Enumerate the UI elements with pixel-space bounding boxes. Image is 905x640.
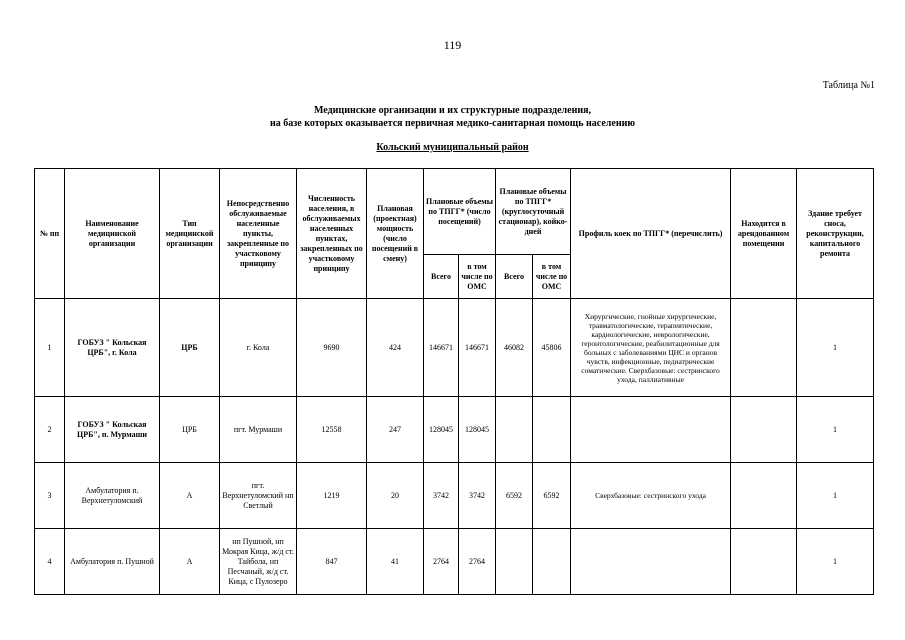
row-settlements: пгт. Мурмаши bbox=[220, 397, 297, 463]
row-visits-oms: 3742 bbox=[459, 463, 496, 529]
row-rented bbox=[731, 299, 797, 397]
col-capacity-header: Плановая (проектная) мощность (число посещений в смену) bbox=[367, 169, 424, 299]
title-line-1: Медицинские организации и их структурные подразделения, bbox=[314, 105, 591, 116]
row-type: ЦРБ bbox=[160, 397, 220, 463]
row-type: А bbox=[160, 529, 220, 595]
col-beds-total-header: Всего bbox=[496, 255, 533, 299]
row-type: ЦРБ bbox=[160, 299, 220, 397]
row-demolition: 1 bbox=[797, 463, 874, 529]
row-visits-total: 128045 bbox=[424, 397, 459, 463]
row-visits-oms: 128045 bbox=[459, 397, 496, 463]
row-beds-oms bbox=[533, 529, 571, 595]
row-num: 2 bbox=[35, 397, 65, 463]
col-demolition-header: Здание требует сноса, реконструкции, капитального ремонта bbox=[797, 169, 874, 299]
col-beds-oms-header: в том числе по ОМС bbox=[533, 255, 571, 299]
row-visits-total: 3742 bbox=[424, 463, 459, 529]
organizations-table bbox=[34, 168, 874, 595]
row-settlements: пгт. Верхнетуломский нп Светлый bbox=[220, 463, 297, 529]
row-beds-oms bbox=[533, 397, 571, 463]
row-settlements: нп Пушной, нп Мокрая Кица, ж/д ст. Тайбола, нп Песчаный, ж/д ст. Кица, с Пулозеро bbox=[220, 529, 297, 595]
row-beds-oms: 6592 bbox=[533, 463, 571, 529]
row-rented bbox=[731, 529, 797, 595]
document-title bbox=[0, 104, 905, 130]
page-number: 119 bbox=[443, 38, 462, 52]
col-settlements-header: Непосредственно обслуживаемые населенные пункты, закрепленные по участковому принципу bbox=[220, 169, 297, 299]
row-beds-total: 6592 bbox=[496, 463, 533, 529]
row-beds-oms: 45806 bbox=[533, 299, 571, 397]
row-name: ГОБУЗ " Кольская ЦРБ", г. Кола bbox=[65, 299, 160, 397]
row-beds-total bbox=[496, 529, 533, 595]
col-visits-group-header: Плановые объемы по ТПГГ* (число посещений) bbox=[424, 169, 496, 255]
row-population: 9690 bbox=[297, 299, 367, 397]
row-beds-total bbox=[496, 397, 533, 463]
row-profile: Хирургические, гнойные хирургические, травматологические, терапевтические, кардиологические, неврологические, геронтологические, реабилитационные для больных с заболеваниями ЦНС и органов чувств, инфекционные, педиатрические соматические. Сверхбазовые: сестринского ухода, паллиативные bbox=[571, 299, 731, 397]
row-capacity: 41 bbox=[367, 529, 424, 595]
col-type-header: Тип медицинской организации bbox=[160, 169, 220, 299]
row-capacity: 424 bbox=[367, 299, 424, 397]
row-rented bbox=[731, 463, 797, 529]
row-population: 1219 bbox=[297, 463, 367, 529]
row-population: 12558 bbox=[297, 397, 367, 463]
row-visits-oms: 146671 bbox=[459, 299, 496, 397]
col-visits-total-header: Всего bbox=[424, 255, 459, 299]
row-name: ГОБУЗ " Кольская ЦРБ", п. Мурмаши bbox=[65, 397, 160, 463]
col-num-header: № пп bbox=[35, 169, 65, 299]
row-name: Амбулатория п. Верхнетуломский bbox=[65, 463, 160, 529]
row-demolition: 1 bbox=[797, 397, 874, 463]
row-rented bbox=[731, 397, 797, 463]
table-row bbox=[35, 463, 874, 529]
row-type: А bbox=[160, 463, 220, 529]
col-beds-group-header: Плановые объемы по ТПГГ* (круглосуточный стационар), койко-дней bbox=[496, 169, 571, 255]
row-num: 1 bbox=[35, 299, 65, 397]
col-population-header: Численность населения, в обслуживаемых населенных пунктах, закрепленных по участковому принципу bbox=[297, 169, 367, 299]
row-visits-total: 146671 bbox=[424, 299, 459, 397]
row-profile bbox=[571, 529, 731, 595]
row-visits-total: 2764 bbox=[424, 529, 459, 595]
row-num: 3 bbox=[35, 463, 65, 529]
col-visits-oms-header: в том числе по ОМС bbox=[459, 255, 496, 299]
col-name-header: Наименование медицинской организации bbox=[65, 169, 160, 299]
row-profile bbox=[571, 397, 731, 463]
row-beds-total: 46082 bbox=[496, 299, 533, 397]
row-profile: Сверхбазовые: сестринского ухода bbox=[571, 463, 731, 529]
row-name: Амбулатория п. Пушной bbox=[65, 529, 160, 595]
title-line-2: на базе которых оказывается первичная медико-санитарная помощь населению bbox=[270, 118, 635, 129]
row-population: 847 bbox=[297, 529, 367, 595]
row-settlements: г. Кола bbox=[220, 299, 297, 397]
col-rented-header: Находится в арендованном помещении bbox=[731, 169, 797, 299]
district-heading: Кольский муниципальный район bbox=[376, 142, 529, 153]
table-label: Таблица №1 bbox=[822, 80, 875, 91]
table-row bbox=[35, 397, 874, 463]
row-capacity: 20 bbox=[367, 463, 424, 529]
row-num: 4 bbox=[35, 529, 65, 595]
col-profile-header: Профиль коек по ТПГГ* (перечислить) bbox=[571, 169, 731, 299]
row-demolition: 1 bbox=[797, 299, 874, 397]
row-demolition: 1 bbox=[797, 529, 874, 595]
row-capacity: 247 bbox=[367, 397, 424, 463]
table-row bbox=[35, 299, 874, 397]
table-row bbox=[35, 529, 874, 595]
row-visits-oms: 2764 bbox=[459, 529, 496, 595]
